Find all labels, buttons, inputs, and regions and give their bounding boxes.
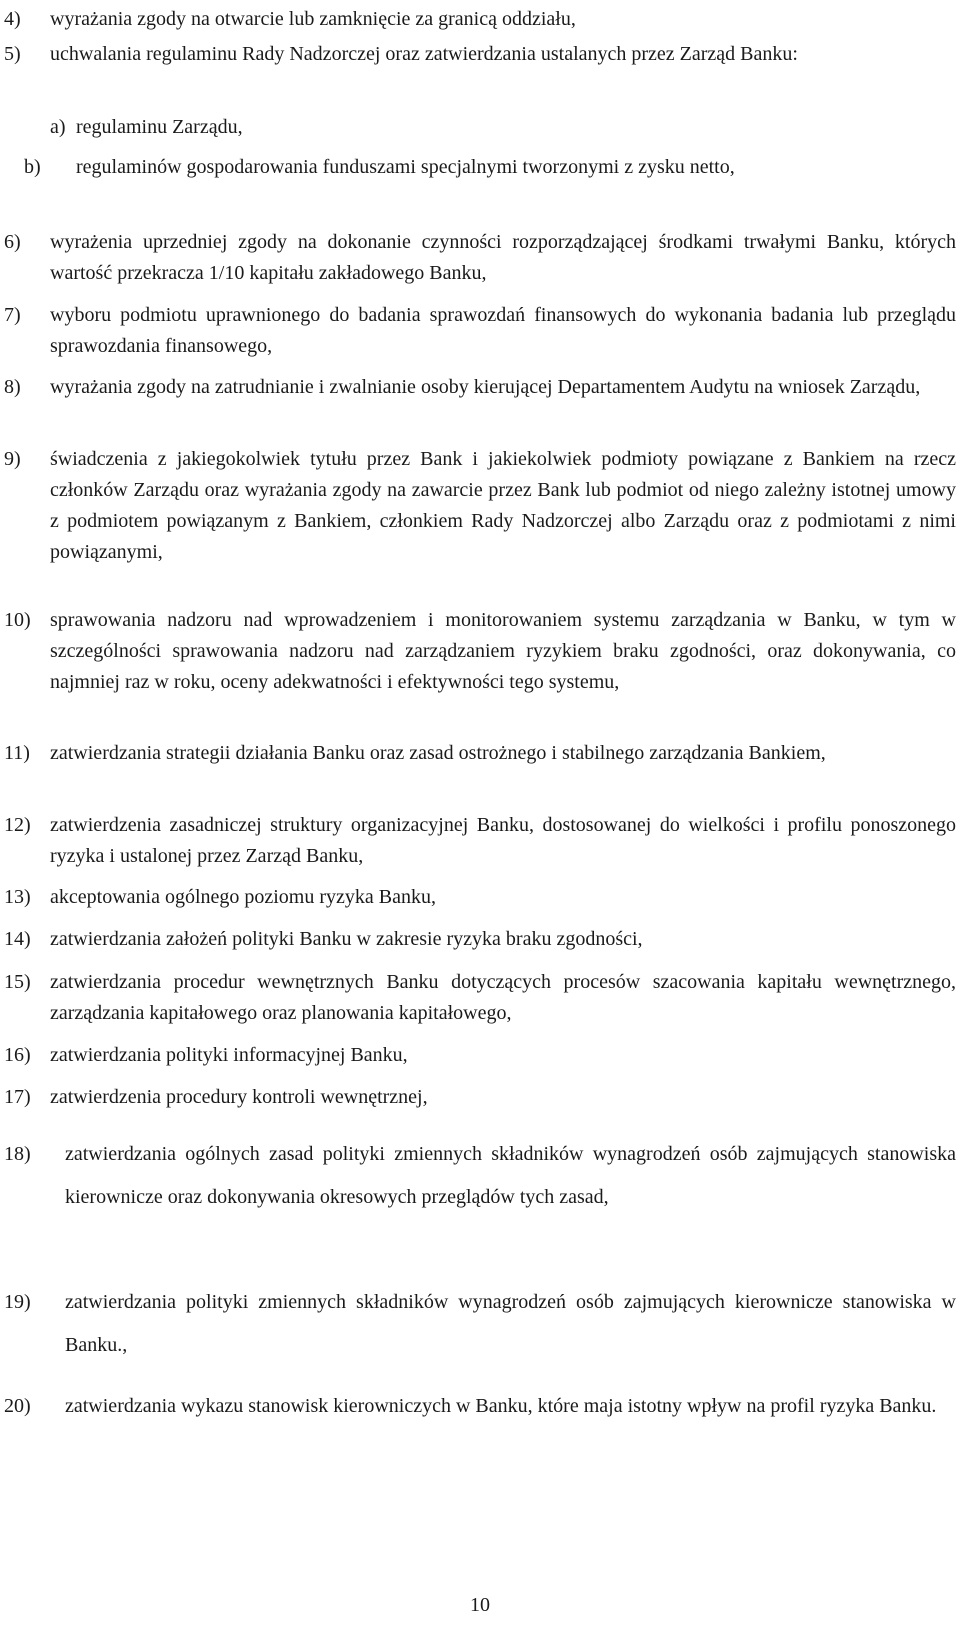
item-text: zatwierdzenia procedury kontroli wewnętrznej, bbox=[50, 1086, 428, 1108]
item-text: wyrażania zgody na zatrudnianie i zwalnianie osoby kierującej Departamentem Audytu na wniosek Zarządu, bbox=[50, 376, 921, 398]
item-text: zatwierdzania ogólnych zasad polityki zmiennych składników wynagrodzeń osób zajmujących stanowiska kierownicze oraz dokonywania okresowych przeglądów tych zasad, bbox=[65, 1143, 956, 1208]
item-text: zatwierdzania założeń polityki Banku w zakresie ryzyka braku zgodności, bbox=[50, 928, 643, 950]
item-text: zatwierdzenia zasadniczej struktury organizacyjnej Banku, dostosowanej do wielkości i profilu ponoszonego ryzyka i ustalonej przez Zarząd Banku, bbox=[50, 814, 956, 867]
item-text: akceptowania ogólnego poziomu ryzyka Banku, bbox=[50, 886, 436, 908]
item-text: świadczenia z jakiegokolwiek tytułu przez Bank i jakiekolwiek podmioty powiązane z Bankiem na rzecz członków Zarządu oraz wyrażania zgody na zawarcie przez Bank lub podmiot od niego zależny istotnej umowy z podmiotem powiązanym z Bankiem, członkiem Rady Nadzorczej albo Zarządu oraz z podmiotami z nimi powiązanymi, bbox=[50, 448, 956, 563]
item-number: 18) bbox=[4, 1143, 31, 1165]
item-number: 12) bbox=[4, 814, 31, 836]
item-text: zatwierdzania procedur wewnętrznych Banku dotyczących procesów szacowania kapitału wewnętrznego, zarządzania kapitałowego oraz planowania kapitałowego, bbox=[50, 971, 956, 1024]
item-text: zatwierdzania polityki zmiennych składników wynagrodzeń osób zajmujących kierownicze stanowiska w Banku., bbox=[65, 1291, 956, 1356]
page-number: 10 bbox=[470, 1594, 490, 1616]
item-number: 4) bbox=[4, 8, 21, 30]
item-number: 15) bbox=[4, 971, 31, 993]
item-number: 16) bbox=[4, 1044, 31, 1066]
item-text: zatwierdzania polityki informacyjnej Banku, bbox=[50, 1044, 408, 1066]
item-text: uchwalania regulaminu Rady Nadzorczej oraz zatwierdzania ustalanych przez Zarząd Banku: bbox=[50, 43, 798, 65]
sub-item-text: regulaminów gospodarowania funduszami specjalnymi tworzonymi z zysku netto, bbox=[76, 156, 735, 178]
item-number: 11) bbox=[4, 742, 30, 764]
item-number: 17) bbox=[4, 1086, 31, 1108]
item-number: 13) bbox=[4, 886, 31, 908]
item-text: wyrażenia uprzedniej zgody na dokonanie czynności rozporządzającej środkami trwałymi Banku, których wartość przekracza 1/10 kapitału zakładowego Banku, bbox=[50, 231, 956, 284]
item-text: sprawowania nadzoru nad wprowadzeniem i monitorowaniem systemu zarządzania w Banku, w tym w szczególności sprawowania nadzoru nad zarządzaniem ryzykiem braku zgodności, oraz dokonywania, co najmniej raz w roku, oceny adekwatności i efektywności tego systemu, bbox=[50, 609, 956, 693]
sub-item-text: regulaminu Zarządu, bbox=[76, 116, 243, 138]
sub-list-item bbox=[50, 112, 956, 143]
item-number: 14) bbox=[4, 928, 31, 950]
item-number: 20) bbox=[4, 1395, 31, 1417]
item-number: 7) bbox=[4, 304, 21, 326]
item-number: 9) bbox=[4, 448, 21, 470]
item-number: 10) bbox=[4, 609, 31, 631]
item-number: 6) bbox=[4, 231, 21, 253]
item-text: zatwierdzania strategii działania Banku oraz zasad ostrożnego i stabilnego zarządzania Bankiem, bbox=[50, 742, 826, 764]
item-text: zatwierdzania wykazu stanowisk kierowniczych w Banku, które maja istotny wpływ na profil ryzyka Banku. bbox=[65, 1395, 937, 1417]
sub-item-label: b) bbox=[24, 156, 41, 178]
item-text: wyboru podmiotu uprawnionego do badania sprawozdań finansowych do wykonania badania lub przeglądu sprawozdania finansowego, bbox=[50, 304, 956, 357]
item-number: 19) bbox=[4, 1291, 31, 1313]
sub-item-label: a) bbox=[50, 116, 66, 138]
sub-list-item bbox=[24, 152, 956, 183]
item-number: 5) bbox=[4, 43, 21, 65]
item-text: wyrażania zgody na otwarcie lub zamknięcie za granicą oddziału, bbox=[50, 8, 576, 30]
item-number: 8) bbox=[4, 376, 21, 398]
